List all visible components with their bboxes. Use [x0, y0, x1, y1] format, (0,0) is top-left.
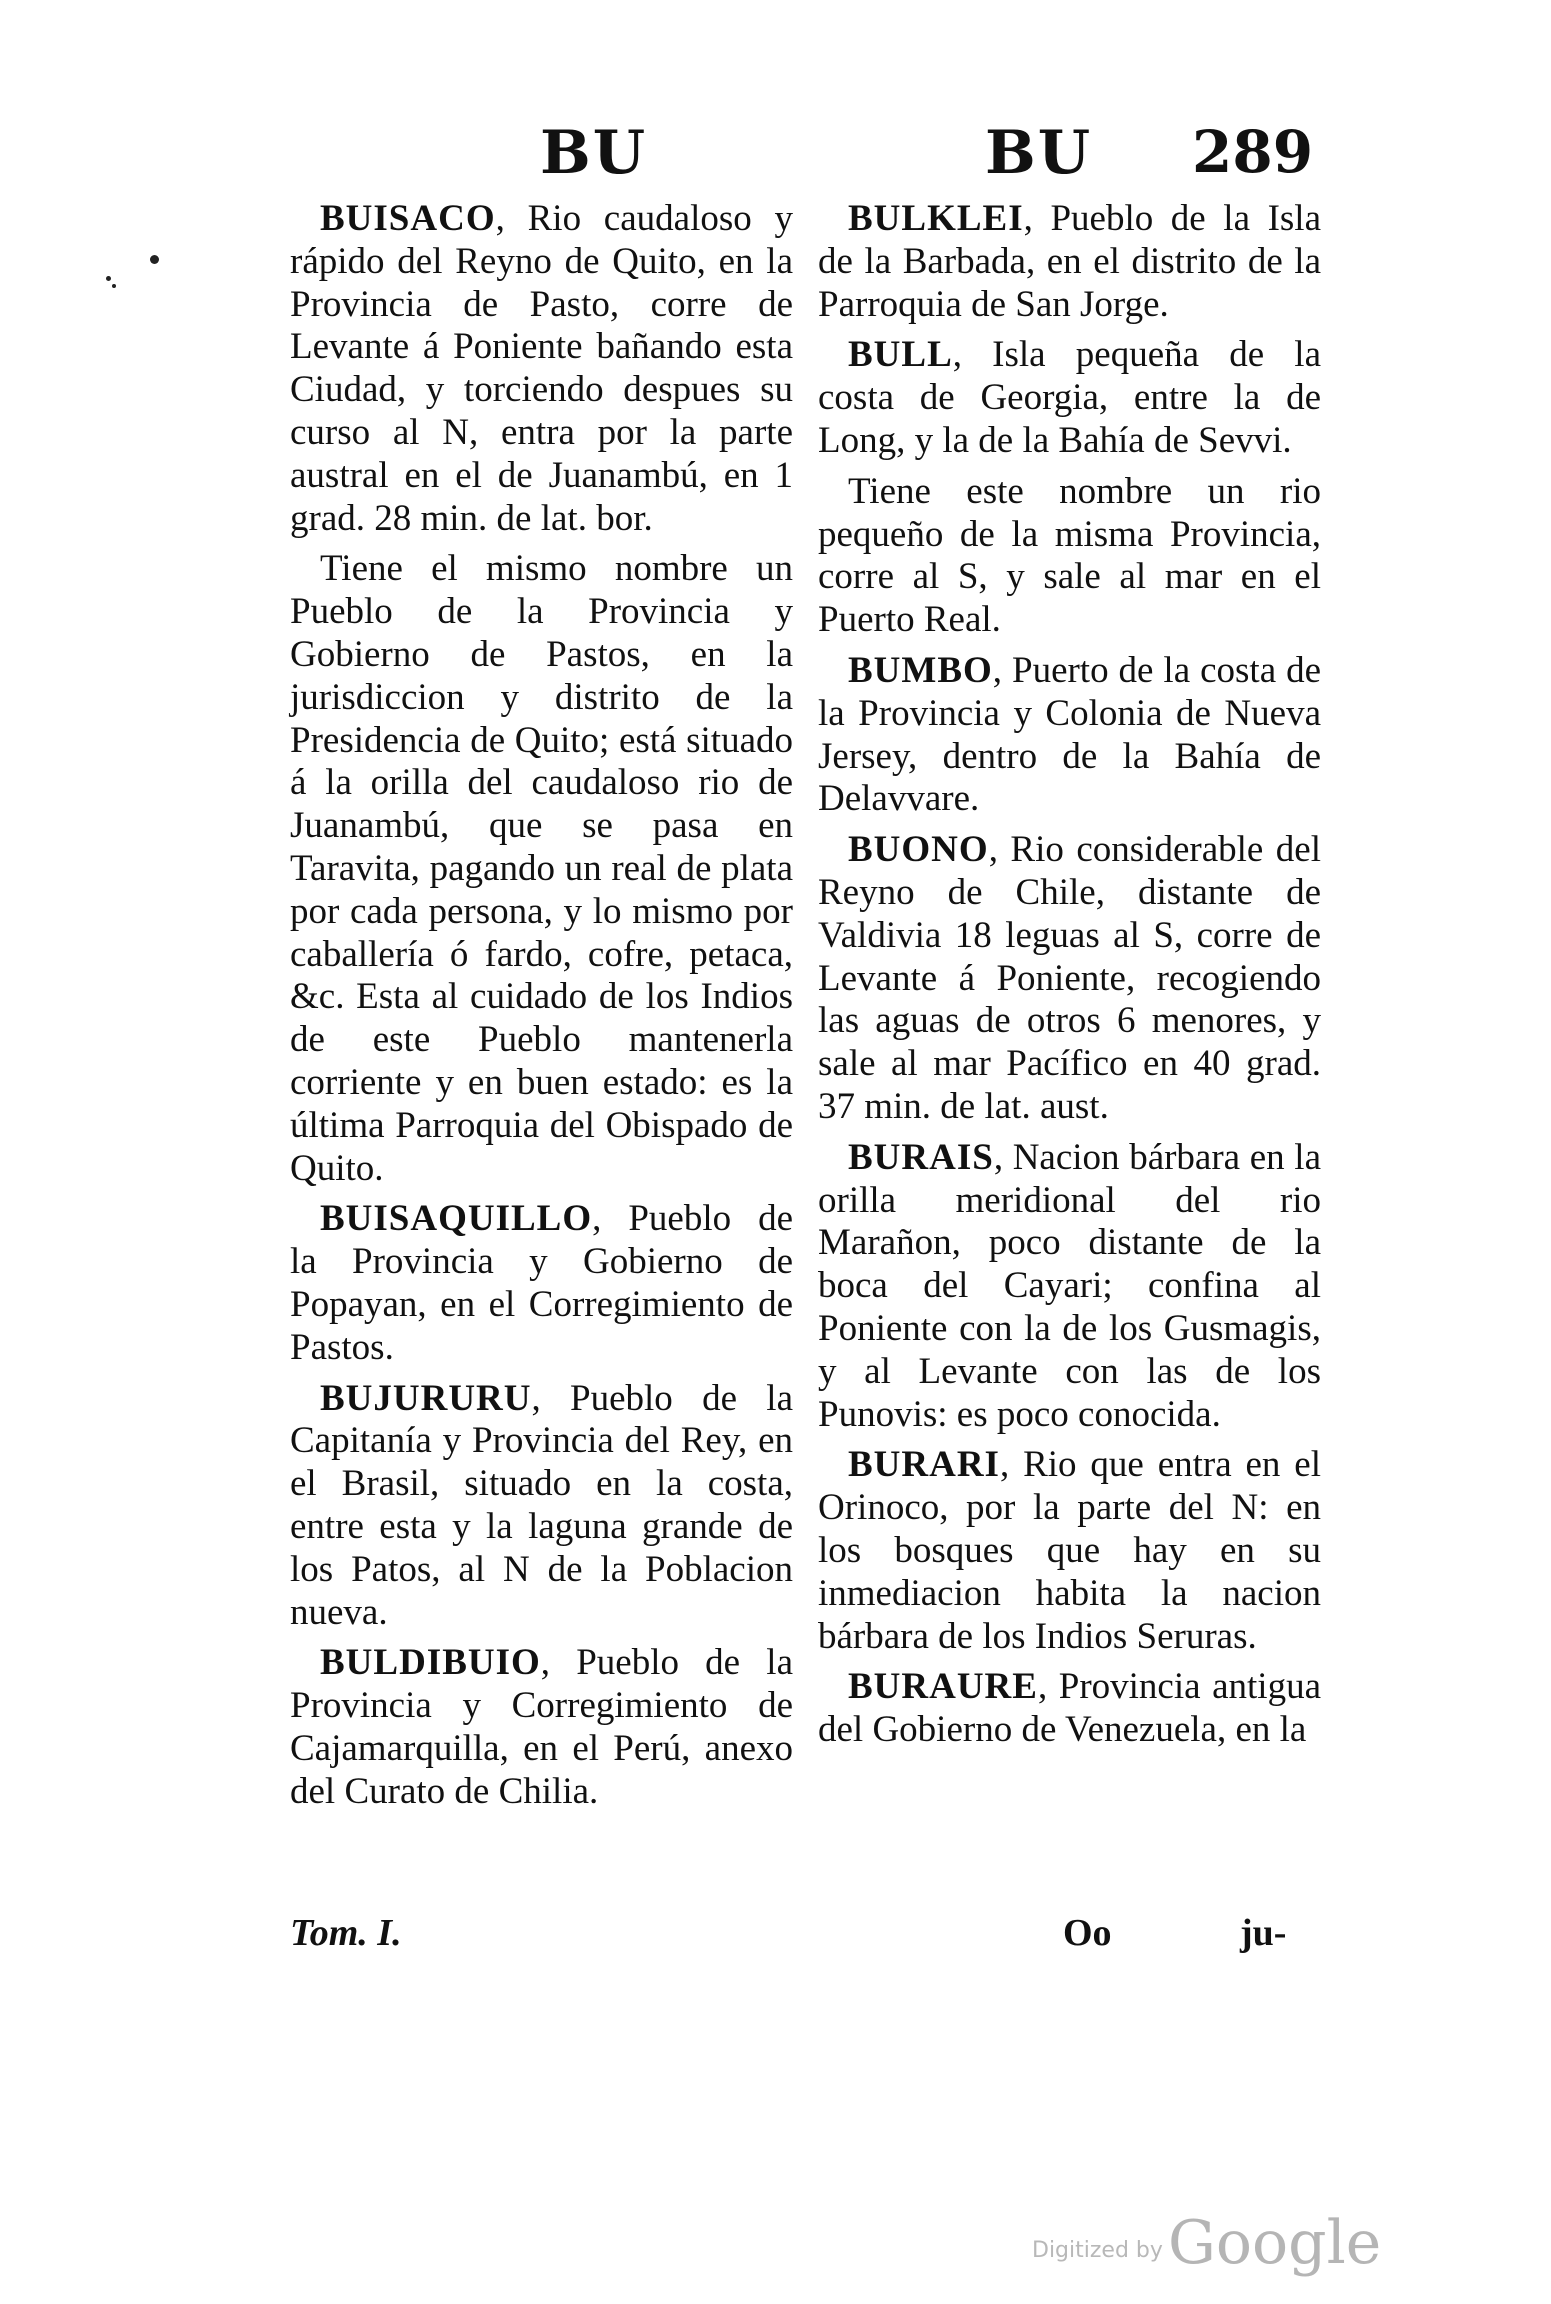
entry-headword: BUMBO [848, 649, 993, 691]
page-number: 289 [1192, 118, 1314, 186]
entry-text: Tiene el mismo nombre un Pueblo de la Provincia y Gobierno de Pastos, en la jurisdiccion y distrito de la Presidencia de Quito; está situado á la orilla del caudaloso rio de Juanambú, que se pasa en Taravita, pagando un real de plata por cada persona, y lo mismo por caballería ó fardo, cofre, petaca, &c. Esta al cuidado de los Indios de este Pueblo mantenerla corriente y en buen estado: es la última Parroquia del Obispado de Quito. [290, 548, 793, 1189]
ink-speck [150, 255, 159, 264]
dictionary-entry [818, 650, 1321, 821]
ink-speck [106, 276, 111, 281]
entry-text: , Rio caudaloso y rápido del Reyno de Quito, en la Provincia de Pasto, corre de Levante á Poniente bañando esta Ciudad, y torciendo despues su curso al N, entra por la parte austral en el de Juanambú, en 1 grad. 28 min. de lat. bor. [290, 198, 793, 539]
dictionary-entry [818, 471, 1321, 642]
dictionary-entry [818, 1137, 1321, 1437]
entry-text: , Isla pequeña de la costa de Georgia, entre la de Long, y la de la Bahía de Sevvi. [818, 334, 1321, 461]
running-head-left: BU [540, 118, 648, 188]
left-column [290, 198, 793, 1821]
dictionary-entry [290, 1378, 793, 1635]
dictionary-entry [818, 1666, 1321, 1752]
dictionary-entry [290, 1198, 793, 1369]
dictionary-entry [818, 1444, 1321, 1658]
running-head-right: BU [985, 118, 1093, 188]
entry-headword: BUISAQUILLO [320, 1198, 593, 1240]
google-logo: Google [1168, 2208, 1382, 2278]
entry-text: , Pueblo de la Provincia y Gobierno de Popayan, en el Corregimiento de Pastos. [290, 1198, 793, 1368]
entry-headword: BURAURE [848, 1666, 1038, 1708]
dictionary-entry [818, 198, 1321, 326]
entry-text: , Nacion bárbara en la orilla meridional del rio Marañon, poco distante de la boca del Cayari; confina al Poniente con la de los Gusmagis, y al Levante con las de los Punovis: es poco conocida. [818, 1136, 1321, 1435]
entry-text: , Pueblo de la Provincia y Corregimiento de Cajamarquilla, en el Perú, anexo del Curato de Chilia. [290, 1642, 793, 1812]
entry-headword: BURAIS [848, 1136, 994, 1178]
entry-text: , Pueblo de la Isla de la Barbada, en el distrito de la Parroquia de San Jorge. [818, 198, 1321, 325]
ink-speck [112, 284, 116, 288]
entry-headword: BUONO [848, 829, 989, 871]
catchword: ju- [1240, 1912, 1287, 1954]
entry-headword: BULL [848, 334, 953, 376]
entry-headword: BUISACO [320, 198, 496, 239]
entry-headword: BULKLEI [848, 198, 1024, 239]
dictionary-entry [290, 198, 793, 540]
right-column [818, 198, 1321, 1760]
gathering-mark: Oo [1063, 1912, 1112, 1954]
dictionary-entry [818, 829, 1321, 1129]
dictionary-entry [290, 548, 793, 1190]
entry-headword: BURARI [848, 1444, 1000, 1486]
entry-text: Tiene este nombre un rio pequeño de la misma Provincia, corre al S, y sale al mar en el Puerto Real. [818, 470, 1321, 641]
entry-headword: BULDIBUIO [320, 1642, 541, 1684]
entry-headword: BUJURURU [320, 1377, 532, 1419]
entry-text: , Rio que entra en el Orinoco, por la parte del N: en los bosques que hay en su inmediacion habita la nacion bárbara de los Indios Seruras. [818, 1444, 1321, 1657]
watermark-prefix: Digitized by [1032, 2238, 1163, 2263]
entry-text: , Pueblo de la Capitanía y Provincia del Rey, en el Brasil, situado en la costa, entre esta y la laguna grande de los Patos, al N de la Poblacion nueva. [290, 1377, 793, 1633]
entry-text: , Puerto de la costa de la Provincia y Colonia de Nueva Jersey, dentro de la Bahía de Delavvare. [818, 649, 1321, 820]
digitized-by-watermark [1032, 2208, 1381, 2278]
entry-text: , Provincia antigua del Gobierno de Venezuela, en la [818, 1666, 1321, 1751]
dictionary-entry [290, 1642, 793, 1813]
entry-text: , Rio considerable del Reyno de Chile, distante de Valdivia 18 leguas al S, corre de Levante á Poniente, recogiendo las aguas de otros 6 menores, y sale al mar Pacífico en 40 grad. 37 min. de lat. aust. [818, 829, 1321, 1127]
dictionary-entry [818, 334, 1321, 462]
volume-signature: Tom. I. [290, 1912, 402, 1954]
